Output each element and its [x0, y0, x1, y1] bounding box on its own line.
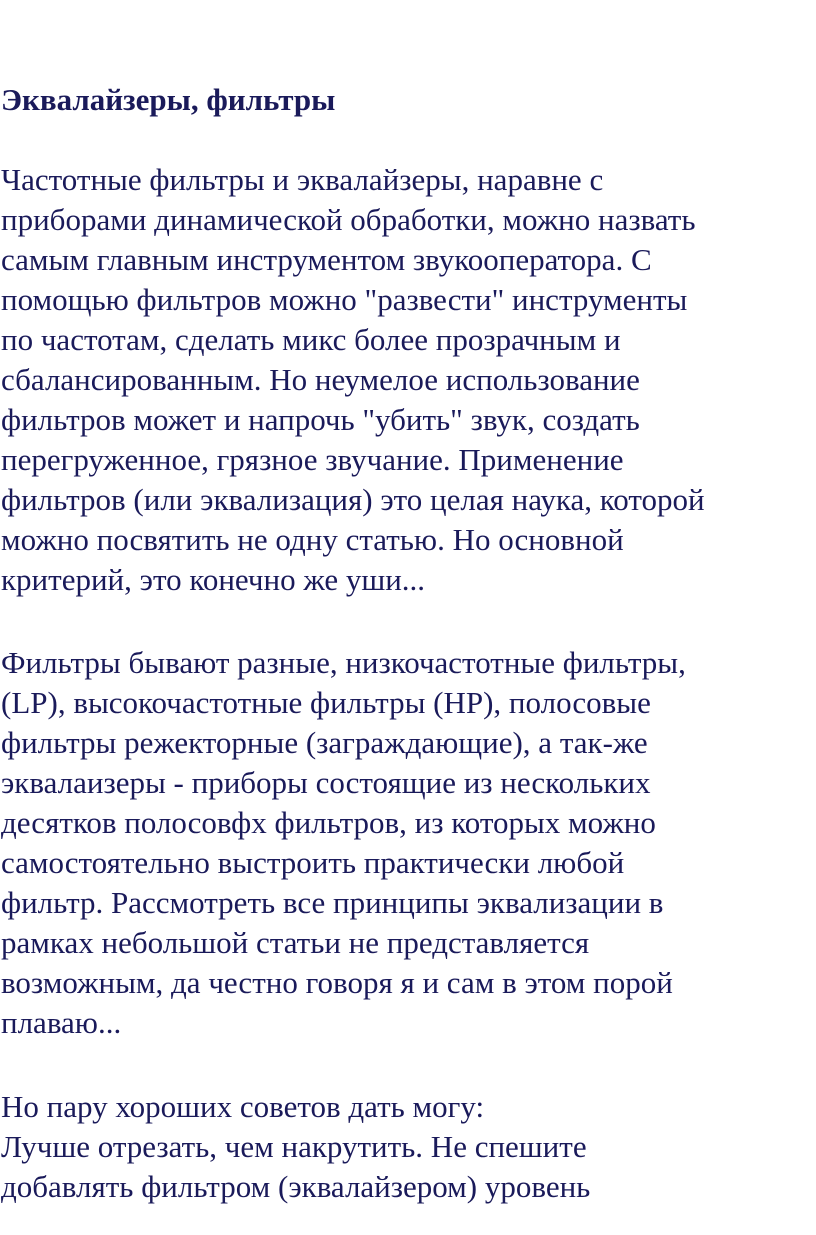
paragraph-advice — [1, 1087, 590, 1207]
text-line: десятков полосовфх фильтров, из которых можно — [1, 805, 656, 840]
text-line: перегруженное, грязное звучание. Применение — [1, 442, 624, 477]
text-line: Частотные фильтры и эквалайзеры, наравне с — [1, 162, 604, 197]
text-line: эквалаизеры - приборы состоящие из нескольких — [1, 765, 651, 800]
text-line: возможным, да честно говоря я и сам в этом порой — [1, 965, 673, 1000]
text-line: помощью фильтров можно "развести" инструменты — [1, 282, 688, 317]
text-line: фильтр. Рассмотреть все принципы эквализации в — [1, 885, 664, 920]
text-line: рамках небольшой статьи не представляется — [1, 925, 590, 960]
text-line: критерий, это конечно же уши... — [1, 562, 426, 597]
text-line: фильтров может и напрочь "убить" звук, создать — [1, 402, 640, 437]
text-line: по частотам, сделать микс более прозрачным и — [1, 322, 621, 357]
paragraph-filter-types — [1, 643, 686, 1043]
paragraph-intro — [1, 160, 705, 600]
text-line: плаваю... — [1, 1005, 122, 1040]
text-line: можно посвятить не одну статью. Но основной — [1, 522, 624, 557]
text-line: (LP), высокочастотные фильтры (HP), полосовые — [1, 685, 651, 720]
text-line: сбалансированным. Но неумелое использование — [1, 362, 640, 397]
text-line: самостоятельно выстроить практически любой — [1, 845, 625, 880]
text-line: фильтры режекторные (заграждающие), а так-же — [1, 725, 648, 760]
text-line: самым главным инструментом звукооператора. С — [1, 242, 652, 277]
document-title: Эквалайзеры, фильтры — [1, 82, 336, 117]
text-line: приборами динамической обработки, можно назвать — [1, 202, 696, 237]
text-line: Фильтры бывают разные, низкочастотные фильтры, — [1, 645, 686, 680]
text-line: Но пару хороших советов дать могу: — [1, 1089, 485, 1124]
text-line: добавлять фильтром (эквалайзером) уровень — [1, 1169, 591, 1204]
text-line: фильтров (или эквализация) это целая наука, которой — [1, 482, 705, 517]
text-line: Лучше отрезать, чем накрутить. Не спешите — [1, 1129, 587, 1164]
